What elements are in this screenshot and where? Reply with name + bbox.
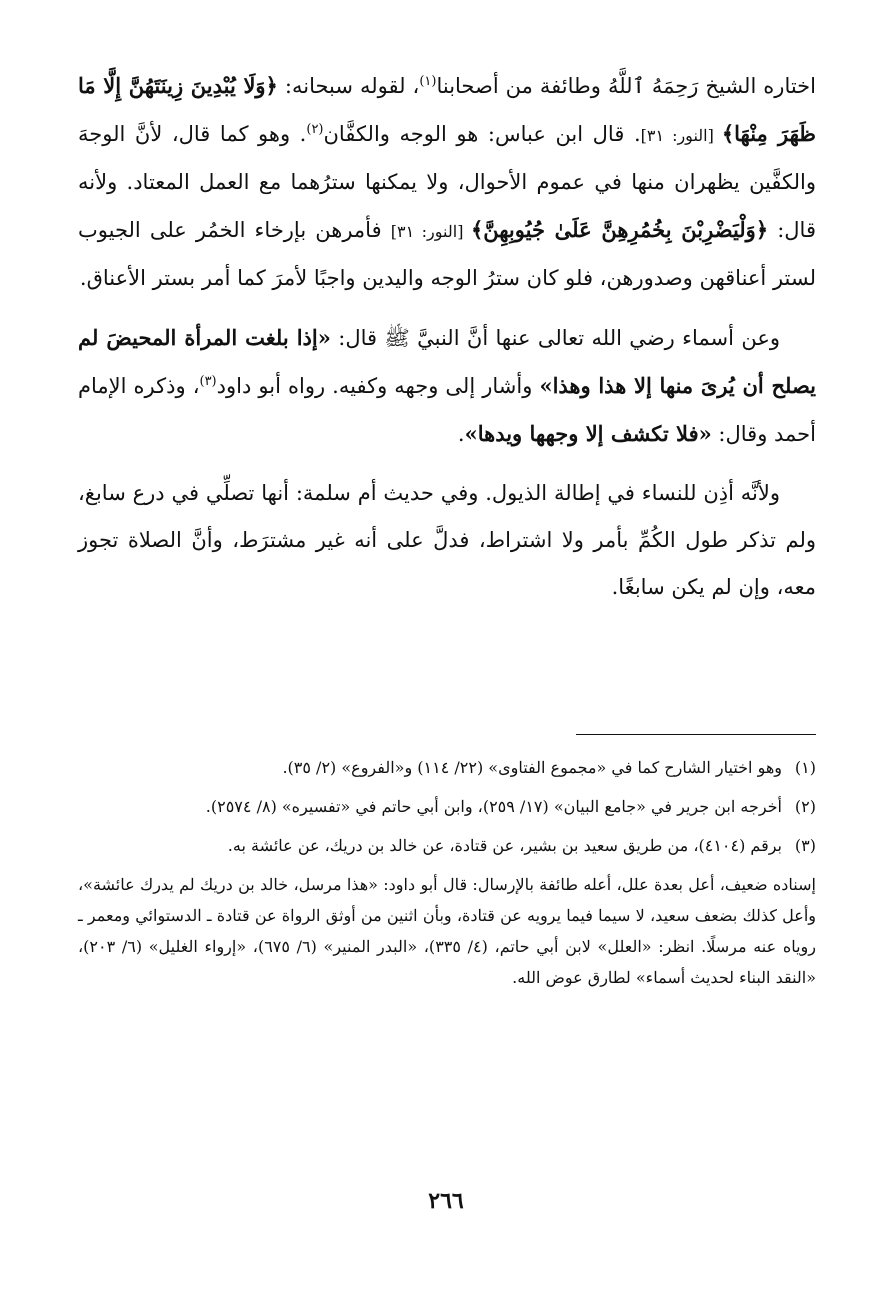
verse-reference: [النور: ٣١] [390, 222, 471, 241]
footnote-1 [78, 752, 816, 783]
footnote-ref-3[interactable]: (٣) [199, 374, 217, 389]
text: قال: [330, 326, 385, 350]
text: اختاره الشيخ [698, 74, 816, 98]
footnote-text: وهو اختيار الشارح كما في «مجموع الفتاوى» (٢٢/ ١١٤) و«الفروع» (٢/ ٣٥). [282, 758, 782, 777]
text: ، وذكره الإمام أحمد وقال: [78, 374, 816, 446]
footnote-number: (١) [794, 758, 816, 777]
quran-verse: ﴿وَلَا يُبْدِينَ زِينَتَهُنَّ إِلَّا مَا ظَهَرَ مِنْهَا﴾ [78, 73, 816, 146]
verse-reference: [النور: ٣١] [640, 126, 722, 145]
text: فأمرهن بإرخاء الخمُر على الجيوب لستر أعناقهن وصدورهن، فلو كان سترُ الوجه واليدين واجبًا لأمرَ كما أمر بستر الأعناق. [78, 218, 816, 290]
footnote-separator [576, 734, 816, 735]
page-number: ٢٦٦ [428, 1188, 464, 1214]
text: وطائفة من أصحابنا [436, 74, 608, 98]
honorific-ligature: رَحِمَهُ ٱللَّهُ [607, 74, 699, 98]
hadith-quote: «فلا تكشف إلا وجهها ويدها» [464, 421, 712, 446]
footnote-text: برقم (٤١٠٤)، من طريق سعيد بن بشير، عن قتادة، عن خالد بن دريك، عن عائشة به. [227, 836, 782, 855]
text: وعن أسماء رضي الله تعالى عنها أنَّ النبيَّ [409, 326, 781, 350]
text: وأشار إلى وجهه وكفيه. رواه أبو داود [216, 374, 540, 398]
salawat-ligature: ﷺ [384, 326, 410, 350]
quran-verse: ﴿وَلْيَضْرِبْنَ بِخُمُرِهِنَّ عَلَىٰ جُيُوبِهِنَّ﴾ [470, 217, 769, 242]
footnote-3 [78, 830, 816, 861]
footnote-ref-1[interactable]: (١) [419, 74, 437, 89]
main-text [78, 62, 816, 623]
text: ، لقوله سبحانه: [277, 74, 420, 98]
paragraph-3 [78, 470, 816, 611]
paragraph-2 [78, 314, 816, 458]
footnotes [78, 752, 816, 993]
text: . [457, 422, 465, 446]
footnote-number: (٢) [794, 797, 816, 816]
footnote-2 [78, 791, 816, 822]
text: . قال ابن عباس: هو الوجه والكفَّان [323, 122, 641, 146]
text: . وهو كما قال، لأنَّ الوجهَ والكفَّين يظهران منها في عموم الأحوال، ولا يمكنها سترُهما مع العمل المعتاد. ولأنه قال: [78, 122, 816, 242]
hadith-quote: «إذا بلغت المرأة المحيضَ لم يصلح أن يُرىَ منها إلا هذا وهذا» [78, 325, 817, 398]
footnote-text: أخرجه ابن جرير في «جامع البيان» (١٧/ ٢٥٩)، وابن أبي حاتم في «تفسيره» (٨/ ٢٥٧٤). [205, 797, 782, 816]
text: ولأنَّه أذِن للنساء في إطالة الذيول. وفي حديث أم سلمة: أنها تصلِّي في درع سابغ، ولم تذكر طول الكُمِّ بأمر ولا اشتراط، فدلَّ على أنه غير مشترَط، وأنَّ الصلاة تجوز معه، وإن لم يكن سابغًا. [78, 481, 816, 599]
footnote-number: (٣) [794, 836, 816, 855]
footnote-3-continuation: إسناده ضعيف، أعل بعدة علل، أعله طائفة بالإرسال: قال أبو داود: «هذا مرسل، خالد بن دريك لم يدرك عائشة»، وأعل كذلك بضعف سعيد، لا سيما فيما يرويه عن قتادة، وبأن اثنين من أوثق الرواة عن قتادة ـ الدستوائي ومعمر ـ روياه عنه مرسلًا. انظر: «العلل» لابن أبي حاتم، (٤/ ٣٣٥)، «البدر المنير» (٦/ ٦٧٥)، «إرواء الغليل» (٦/ ٢٠٣)، «النقد البناء لحديث أسماء» لطارق عوض الله. [78, 875, 817, 987]
paragraph-1 [78, 62, 816, 302]
footnote-ref-2[interactable]: (٢) [306, 122, 324, 137]
